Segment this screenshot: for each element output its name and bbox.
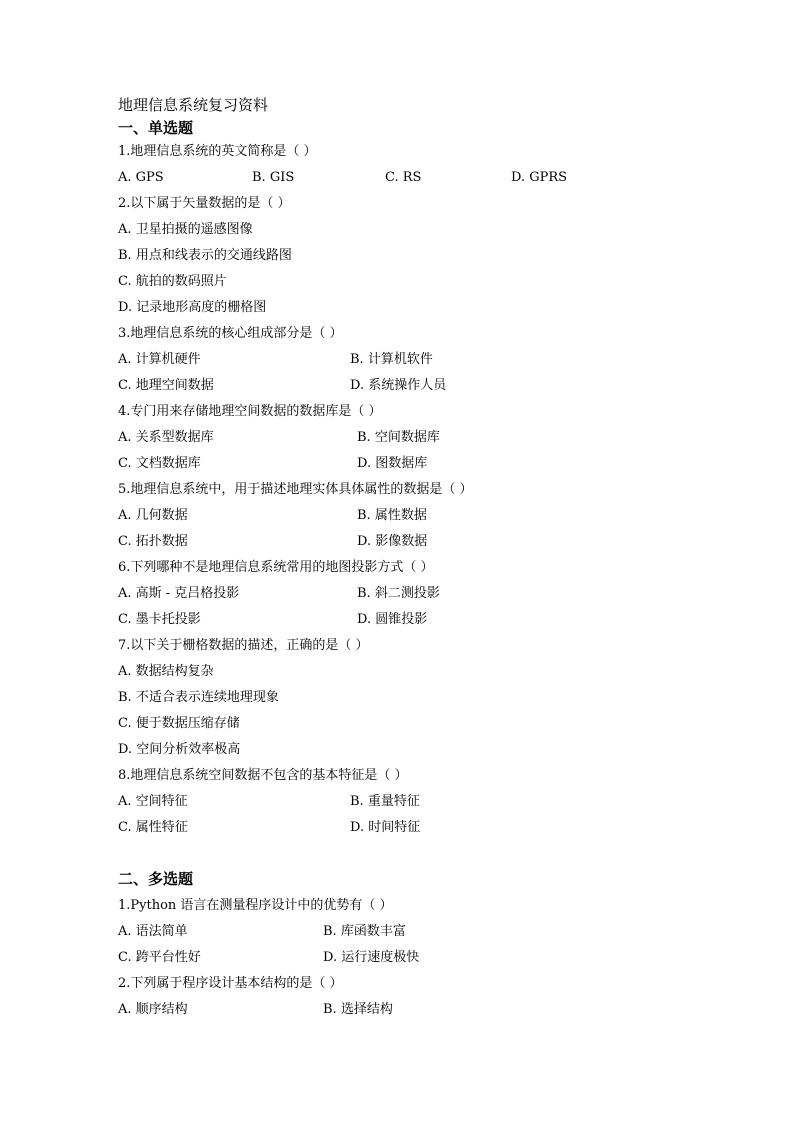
question-7: 7.以下关于栅格数据的描述，正确的是（ ） xyxy=(118,638,369,653)
option-d: D. 图数据库 xyxy=(357,456,428,471)
section-heading-single-choice: 一、单选题 xyxy=(118,119,194,137)
option-a: A. 卫星拍摄的遥感图像 xyxy=(118,222,253,237)
option-a: A. 空间特征 xyxy=(118,794,188,809)
question-5: 5.地理信息系统中，用于描述地理实体具体属性的数据是（ ） xyxy=(118,482,473,497)
option-b: B. 空间数据库 xyxy=(357,430,440,445)
option-c: C. RS xyxy=(385,170,422,185)
option-a: A. 几何数据 xyxy=(118,508,188,523)
option-c: C. 航拍的数码照片 xyxy=(118,274,227,289)
question-4: 4.专门用来存储地理空间数据的数据库是（ ） xyxy=(118,404,382,419)
option-d: D. 影像数据 xyxy=(357,534,428,549)
option-d: D. 系统操作人员 xyxy=(350,378,447,393)
question-1: 1.Python 语言在测量程序设计中的优势有（ ） xyxy=(118,898,393,913)
option-c: C. 墨卡托投影 xyxy=(118,612,201,627)
option-b: B. 库函数丰富 xyxy=(323,924,406,939)
option-b: B. GIS xyxy=(252,170,295,185)
option-c: C. 拓扑数据 xyxy=(118,534,188,549)
option-b: B. 属性数据 xyxy=(357,508,427,523)
option-a: A. 关系型数据库 xyxy=(118,430,214,445)
option-d: D. 运行速度极快 xyxy=(323,950,420,965)
option-b: B. 斜二测投影 xyxy=(357,586,440,601)
option-d: D. 圆锥投影 xyxy=(357,612,428,627)
option-d: D. GPRS xyxy=(511,170,568,185)
question-1: 1.地理信息系统的英文简称是（ ） xyxy=(118,144,317,159)
option-d: D. 空间分析效率极高 xyxy=(118,742,241,757)
option-b: B. 计算机软件 xyxy=(350,352,433,367)
option-a: A. 高斯 - 克吕格投影 xyxy=(118,586,240,601)
option-b: B. 用点和线表示的交通线路图 xyxy=(118,248,292,263)
option-c: C. 便于数据压缩存储 xyxy=(118,716,240,731)
option-c: C. 属性特征 xyxy=(118,820,188,835)
section-heading-multiple-choice: 二、多选题 xyxy=(118,870,194,888)
option-b: B. 选择结构 xyxy=(323,1002,393,1017)
option-d: D. 时间特征 xyxy=(350,820,421,835)
option-a: A. 顺序结构 xyxy=(118,1002,188,1017)
option-d: D. 记录地形高度的栅格图 xyxy=(118,300,267,315)
option-b: B. 不适合表示连续地理现象 xyxy=(118,690,279,705)
option-c: C. 地理空间数据 xyxy=(118,378,214,393)
question-3: 3.地理信息系统的核心组成部分是（ ） xyxy=(118,326,343,341)
option-a: A. 语法简单 xyxy=(118,924,188,939)
option-c: C. 文档数据库 xyxy=(118,456,201,471)
question-2: 2.以下属于矢量数据的是（ ） xyxy=(118,196,291,211)
option-a: A. GPS xyxy=(118,170,164,185)
question-6: 6.下列哪种不是地理信息系统常用的地图投影方式（ ） xyxy=(118,560,434,575)
option-b: B. 重量特征 xyxy=(350,794,420,809)
option-a: A. 数据结构复杂 xyxy=(118,664,214,679)
question-2: 2.下列属于程序设计基本结构的是（ ） xyxy=(118,976,343,991)
option-a: A. 计算机硬件 xyxy=(118,352,201,367)
document-title: 地理信息系统复习资料 xyxy=(118,96,269,114)
option-c: C. 跨平台性好 xyxy=(118,950,201,965)
question-8: 8.地理信息系统空间数据不包含的基本特征是（ ） xyxy=(118,768,408,783)
